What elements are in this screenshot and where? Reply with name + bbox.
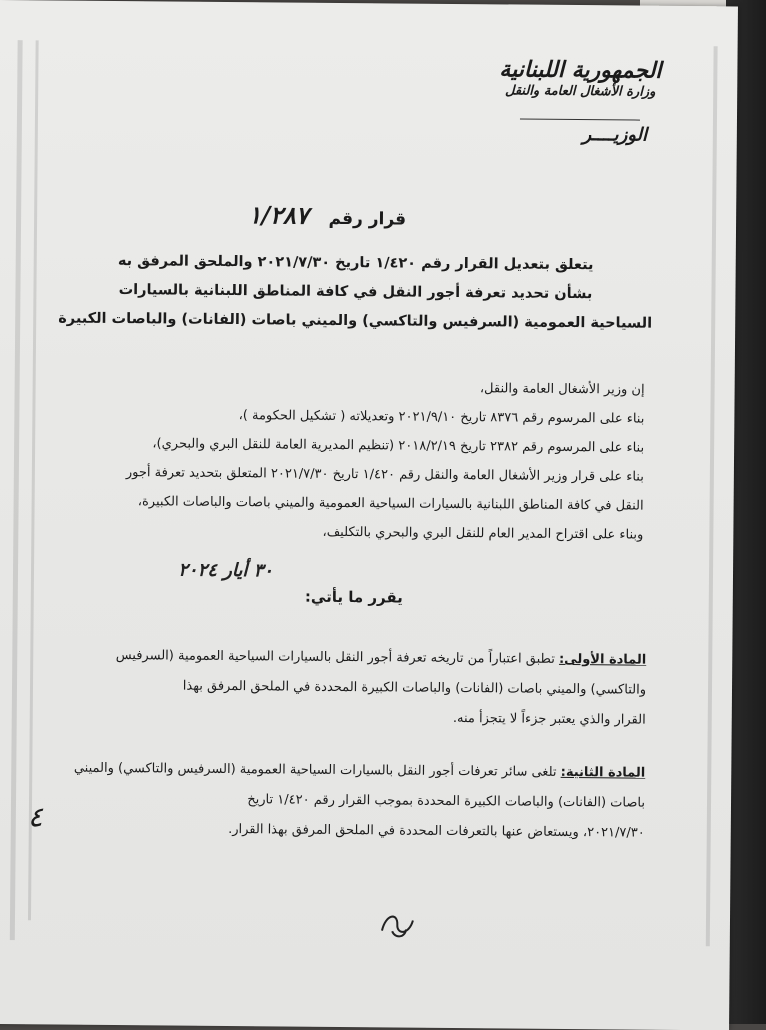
preamble-line: وبناء على اقتراح المدير العام للنقل البري والبحري بالتكليف،	[322, 524, 644, 543]
scan-streak	[10, 40, 23, 940]
preamble-line: بناء على قرار وزير الأشغال العامة والنقل رقم ١/٤٢٠ تاريخ ٢٠٢١/٧/٣٠ المتعلق بتحديد تعرفة أجور	[125, 465, 644, 485]
preamble	[63, 371, 644, 550]
margin-handwritten-mark: ٤	[27, 800, 44, 834]
subject-line: يتعلق بتعديل القرار رقم ١/٤٢٠ تاريخ ٢٠٢١/٧/٣٠ والملحق المرفق به	[117, 253, 594, 274]
decision-subject	[55, 246, 656, 338]
header-divider	[520, 119, 640, 121]
scan-streak	[706, 46, 718, 946]
article-line: تطبق اعتباراً من تاريخه تعرفة أجور النقل بالسيارات السياحية العمومية (السرفيس	[115, 648, 555, 667]
signature-icon	[375, 906, 419, 945]
letterhead	[475, 56, 686, 147]
decision-number-value: ١/٢٨٧	[248, 200, 309, 230]
signature	[375, 906, 420, 952]
article-title: المادة الأولى:	[558, 651, 647, 668]
decision-number	[248, 200, 406, 230]
article-line: القرار والذي يعتبر جزءاً لا يتجزأ منه.	[452, 710, 646, 728]
article-one	[56, 641, 647, 736]
preamble-line: بناء على المرسوم رقم ٨٣٧٦ تاريخ ٢٠٢١/٩/١٠ وتعديلاته ( تشكيل الحكومة )،	[238, 408, 645, 427]
ministry-name: وزارة الأشغال العامة والنقل	[504, 83, 656, 100]
article-line: تلغى سائر تعرفات أجور النقل بالسيارات السياحية العمومية (السرفيس والتاكسي) والميني	[73, 760, 557, 780]
preamble-line: النقل في كافة المناطق اللبنانية بالسيارات السياحية العمومية والميني باصات والباصات الكبيرة،	[137, 494, 644, 514]
preamble-line: بناء على المرسوم رقم ٢٣٨٢ تاريخ ٢٠١٨/٢/١٩ (تنظيم المديرية العامة للنقل البري والبحري)،	[152, 436, 645, 456]
article-line: ٢٠٢١/٧/٣٠، ويستعاض عنها بالتعرفات المحددة في الملحق المرفق بهذا القرار.	[228, 822, 645, 841]
preamble-line: إن وزير الأشغال العامة والنقل،	[479, 381, 645, 398]
republic-name: الجمهورية اللبنانية	[499, 56, 662, 84]
article-line: باصات (الفانات) والباصات الكبيرة المحددة بموجب القرار رقم ١/٤٢٠ تاريخ	[247, 792, 646, 811]
decision-label: قرار رقم	[328, 208, 407, 230]
decides-heading: يقرر ما يأتي:	[304, 587, 403, 607]
subject-line: السياحية العمومية (السرفيس والتاكسي) والميني باصات (الفانات) والباصات الكبيرة	[58, 310, 653, 332]
minister-title: الوزيــــر	[582, 124, 648, 146]
article-line: والتاكسي) والميني باصات (الفانات) والباصات الكبيرة المحددة في الملحق المرفق بهذا	[182, 678, 647, 698]
scan-streak	[28, 40, 39, 920]
article-two	[55, 754, 646, 849]
handwritten-date: ٣٠ أيار ٢٠٢٤	[178, 559, 274, 582]
article-title: المادة الثانية:	[560, 764, 646, 781]
subject-line: بشأن تحديد تعرفة أجور النقل في كافة المناطق اللبنانية بالسيارات	[118, 282, 593, 303]
